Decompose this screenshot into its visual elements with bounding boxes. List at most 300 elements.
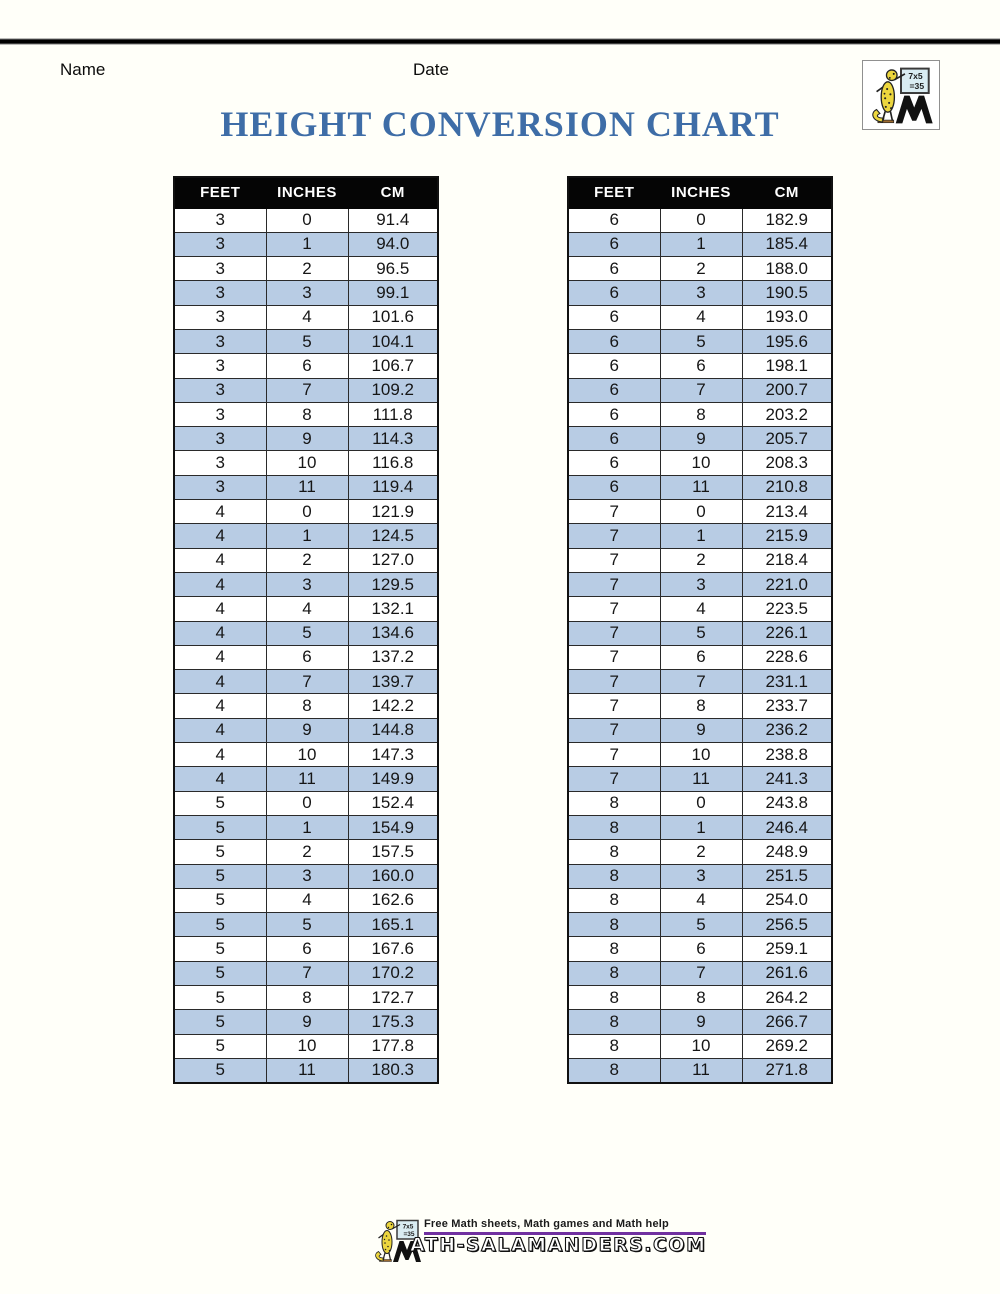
table-row <box>568 208 832 232</box>
table-row <box>568 378 832 402</box>
inches-cell: 11 <box>660 1058 742 1082</box>
cm-cell: 210.8 <box>742 475 832 499</box>
inches-cell: 8 <box>266 694 348 718</box>
cm-cell: 152.4 <box>348 791 438 815</box>
cm-cell: 116.8 <box>348 451 438 475</box>
feet-cell: 4 <box>174 767 266 791</box>
cm-cell: 208.3 <box>742 451 832 475</box>
page-title: HEIGHT CONVERSION CHART <box>220 104 780 144</box>
table-row <box>174 208 438 232</box>
cm-cell: 96.5 <box>348 257 438 281</box>
cm-cell: 190.5 <box>742 281 832 305</box>
inches-cell: 5 <box>660 913 742 937</box>
top-divider-rule <box>0 38 1000 45</box>
feet-cell: 3 <box>174 354 266 378</box>
inches-cell: 3 <box>660 281 742 305</box>
cm-cell: 200.7 <box>742 378 832 402</box>
cm-cell: 228.6 <box>742 645 832 669</box>
cm-cell: 157.5 <box>348 840 438 864</box>
inches-cell: 0 <box>660 500 742 524</box>
inches-cell: 6 <box>266 937 348 961</box>
table-row <box>174 767 438 791</box>
table-row <box>174 986 438 1010</box>
feet-cell: 4 <box>174 572 266 596</box>
table-row <box>174 524 438 548</box>
feet-cell: 4 <box>174 597 266 621</box>
table-row <box>568 621 832 645</box>
inches-cell: 5 <box>266 329 348 353</box>
feet-cell: 5 <box>174 864 266 888</box>
table-row <box>174 1034 438 1058</box>
inches-cell: 2 <box>660 548 742 572</box>
inches-cell: 9 <box>266 1010 348 1034</box>
inches-cell: 2 <box>660 840 742 864</box>
cm-cell: 119.4 <box>348 475 438 499</box>
cm-cell: 147.3 <box>348 743 438 767</box>
table-row <box>174 329 438 353</box>
cm-cell: 94.0 <box>348 232 438 256</box>
cm-cell: 121.9 <box>348 500 438 524</box>
inches-cell: 0 <box>266 500 348 524</box>
feet-cell: 7 <box>568 694 660 718</box>
table-row <box>174 621 438 645</box>
feet-cell: 3 <box>174 378 266 402</box>
feet-cell: 6 <box>568 427 660 451</box>
table-row <box>174 718 438 742</box>
inches-cell: 9 <box>266 718 348 742</box>
cm-cell: 248.9 <box>742 840 832 864</box>
table-row <box>174 378 438 402</box>
inches-cell: 3 <box>660 864 742 888</box>
feet-cell: 3 <box>174 475 266 499</box>
inches-cell: 10 <box>660 743 742 767</box>
feet-cell: 7 <box>568 743 660 767</box>
cm-cell: 256.5 <box>742 913 832 937</box>
feet-cell: 3 <box>174 208 266 232</box>
feet-cell: 8 <box>568 791 660 815</box>
inches-cell: 7 <box>660 670 742 694</box>
inches-cell: 10 <box>266 451 348 475</box>
table-row <box>174 888 438 912</box>
table-row <box>174 1058 438 1082</box>
inches-cell: 2 <box>266 840 348 864</box>
cm-cell: 99.1 <box>348 281 438 305</box>
inches-cell: 6 <box>266 645 348 669</box>
cm-cell: 172.7 <box>348 986 438 1010</box>
cm-cell: 259.1 <box>742 937 832 961</box>
feet-cell: 8 <box>568 815 660 839</box>
feet-cell: 5 <box>174 913 266 937</box>
feet-cell: 7 <box>568 621 660 645</box>
table-row <box>174 597 438 621</box>
inches-cell: 1 <box>266 232 348 256</box>
table-row <box>568 840 832 864</box>
inches-cell: 6 <box>660 354 742 378</box>
inches-cell: 7 <box>660 961 742 985</box>
feet-cell: 6 <box>568 232 660 256</box>
table-row <box>568 767 832 791</box>
inches-cell: 3 <box>266 864 348 888</box>
table-body-right <box>568 208 832 1083</box>
cm-cell: 218.4 <box>742 548 832 572</box>
footer-site-text: ATH-SALAMANDERS.COM <box>410 1234 707 1256</box>
cm-header: CM <box>348 177 438 208</box>
inches-cell: 1 <box>660 524 742 548</box>
feet-cell: 7 <box>568 597 660 621</box>
table-row <box>568 670 832 694</box>
feet-cell: 4 <box>174 694 266 718</box>
cm-cell: 142.2 <box>348 694 438 718</box>
inches-cell: 9 <box>660 718 742 742</box>
feet-cell: 5 <box>174 1010 266 1034</box>
feet-cell: 6 <box>568 402 660 426</box>
cm-cell: 91.4 <box>348 208 438 232</box>
cm-cell: 182.9 <box>742 208 832 232</box>
feet-cell: 4 <box>174 718 266 742</box>
conversion-table-left <box>173 176 439 1084</box>
inches-cell: 0 <box>266 791 348 815</box>
cm-cell: 231.1 <box>742 670 832 694</box>
cm-cell: 104.1 <box>348 329 438 353</box>
feet-cell: 8 <box>568 986 660 1010</box>
feet-cell: 8 <box>568 864 660 888</box>
cm-cell: 129.5 <box>348 572 438 596</box>
feet-cell: 8 <box>568 840 660 864</box>
cm-cell: 261.6 <box>742 961 832 985</box>
table-row <box>568 329 832 353</box>
feet-cell: 7 <box>568 718 660 742</box>
feet-cell: 4 <box>174 548 266 572</box>
table-row <box>174 743 438 767</box>
table-row <box>174 815 438 839</box>
table-row <box>568 500 832 524</box>
inches-cell: 6 <box>266 354 348 378</box>
inches-cell: 10 <box>660 451 742 475</box>
cm-cell: 271.8 <box>742 1058 832 1082</box>
feet-cell: 3 <box>174 232 266 256</box>
table-row <box>174 305 438 329</box>
inches-cell: 2 <box>660 257 742 281</box>
date-label: Date <box>413 60 449 79</box>
inches-cell: 9 <box>660 427 742 451</box>
table-row <box>568 1034 832 1058</box>
table-row <box>568 645 832 669</box>
inches-cell: 10 <box>266 1034 348 1058</box>
inches-cell: 2 <box>266 548 348 572</box>
inches-cell: 7 <box>266 378 348 402</box>
inches-cell: 5 <box>660 621 742 645</box>
cm-cell: 251.5 <box>742 864 832 888</box>
table-row <box>174 572 438 596</box>
table-row <box>568 1058 832 1082</box>
table-row <box>174 451 438 475</box>
cm-cell: 246.4 <box>742 815 832 839</box>
cm-cell: 134.6 <box>348 621 438 645</box>
cm-cell: 165.1 <box>348 913 438 937</box>
table-row <box>568 597 832 621</box>
inches-cell: 5 <box>266 621 348 645</box>
feet-cell: 5 <box>174 815 266 839</box>
inches-cell: 2 <box>266 257 348 281</box>
cm-cell: 221.0 <box>742 572 832 596</box>
table-row <box>568 451 832 475</box>
inches-cell: 4 <box>660 305 742 329</box>
feet-cell: 4 <box>174 670 266 694</box>
cm-cell: 111.8 <box>348 402 438 426</box>
feet-cell: 3 <box>174 257 266 281</box>
table-row <box>174 694 438 718</box>
inches-cell: 11 <box>266 1058 348 1082</box>
feet-cell: 7 <box>568 767 660 791</box>
feet-cell: 4 <box>174 743 266 767</box>
table-row <box>568 232 832 256</box>
table-row <box>568 427 832 451</box>
table-row <box>174 791 438 815</box>
inches-cell: 4 <box>660 888 742 912</box>
cm-cell: 124.5 <box>348 524 438 548</box>
feet-cell: 7 <box>568 670 660 694</box>
cm-cell: 254.0 <box>742 888 832 912</box>
cm-cell: 213.4 <box>742 500 832 524</box>
cm-cell: 223.5 <box>742 597 832 621</box>
inches-cell: 9 <box>660 1010 742 1034</box>
inches-cell: 3 <box>660 572 742 596</box>
table-row <box>568 475 832 499</box>
table-row <box>568 257 832 281</box>
cm-cell: 238.8 <box>742 743 832 767</box>
table-row <box>568 694 832 718</box>
table-row <box>174 232 438 256</box>
inches-cell: 11 <box>266 475 348 499</box>
table-header-row <box>174 177 438 208</box>
table-row <box>174 840 438 864</box>
inches-cell: 4 <box>266 597 348 621</box>
table-row <box>174 402 438 426</box>
table-row <box>174 427 438 451</box>
inches-header: INCHES <box>660 177 742 208</box>
inches-cell: 8 <box>660 694 742 718</box>
inches-cell: 5 <box>266 913 348 937</box>
feet-cell: 8 <box>568 961 660 985</box>
cm-cell: 195.6 <box>742 329 832 353</box>
inches-cell: 0 <box>660 208 742 232</box>
feet-cell: 7 <box>568 572 660 596</box>
cm-cell: 114.3 <box>348 427 438 451</box>
feet-header: FEET <box>174 177 266 208</box>
inches-header: INCHES <box>266 177 348 208</box>
conversion-table-right <box>567 176 833 1084</box>
feet-cell: 6 <box>568 257 660 281</box>
table-row <box>568 986 832 1010</box>
cm-cell: 188.0 <box>742 257 832 281</box>
feet-cell: 5 <box>174 1058 266 1082</box>
feet-cell: 7 <box>568 524 660 548</box>
cm-cell: 269.2 <box>742 1034 832 1058</box>
table-row <box>568 961 832 985</box>
cm-cell: 175.3 <box>348 1010 438 1034</box>
cm-cell: 205.7 <box>742 427 832 451</box>
table-row <box>174 548 438 572</box>
feet-header: FEET <box>568 177 660 208</box>
table-row <box>568 305 832 329</box>
feet-cell: 3 <box>174 427 266 451</box>
feet-cell: 8 <box>568 913 660 937</box>
cm-cell: 198.1 <box>742 354 832 378</box>
inches-cell: 8 <box>266 986 348 1010</box>
cm-cell: 154.9 <box>348 815 438 839</box>
inches-cell: 4 <box>660 597 742 621</box>
inches-cell: 4 <box>266 305 348 329</box>
table-row <box>174 937 438 961</box>
cm-cell: 266.7 <box>742 1010 832 1034</box>
feet-cell: 4 <box>174 500 266 524</box>
feet-cell: 3 <box>174 402 266 426</box>
cm-cell: 162.6 <box>348 888 438 912</box>
inches-cell: 4 <box>266 888 348 912</box>
footer-site-name <box>410 1236 706 1255</box>
table-row <box>568 743 832 767</box>
feet-cell: 8 <box>568 937 660 961</box>
inches-cell: 1 <box>660 815 742 839</box>
feet-cell: 6 <box>568 451 660 475</box>
inches-cell: 7 <box>660 378 742 402</box>
inches-cell: 9 <box>266 427 348 451</box>
inches-cell: 8 <box>660 986 742 1010</box>
inches-cell: 3 <box>266 572 348 596</box>
inches-cell: 10 <box>266 743 348 767</box>
table-row <box>568 791 832 815</box>
inches-cell: 8 <box>266 402 348 426</box>
feet-cell: 8 <box>568 1010 660 1034</box>
inches-cell: 0 <box>660 791 742 815</box>
feet-cell: 3 <box>174 305 266 329</box>
table-row <box>568 354 832 378</box>
table-row <box>174 500 438 524</box>
table-row <box>568 1010 832 1034</box>
feet-cell: 4 <box>174 645 266 669</box>
cm-cell: 243.8 <box>742 791 832 815</box>
cm-cell: 215.9 <box>742 524 832 548</box>
inches-cell: 10 <box>660 1034 742 1058</box>
name-label: Name <box>60 60 106 79</box>
feet-cell: 6 <box>568 305 660 329</box>
feet-cell: 7 <box>568 500 660 524</box>
feet-cell: 6 <box>568 281 660 305</box>
feet-cell: 6 <box>568 378 660 402</box>
table-row <box>568 524 832 548</box>
inches-cell: 1 <box>266 815 348 839</box>
cm-header: CM <box>742 177 832 208</box>
cm-cell: 137.2 <box>348 645 438 669</box>
feet-cell: 6 <box>568 475 660 499</box>
cm-cell: 170.2 <box>348 961 438 985</box>
table-header-row <box>568 177 832 208</box>
inches-cell: 7 <box>266 670 348 694</box>
cm-cell: 203.2 <box>742 402 832 426</box>
table-row <box>174 354 438 378</box>
table-row <box>174 864 438 888</box>
cm-cell: 167.6 <box>348 937 438 961</box>
cm-cell: 127.0 <box>348 548 438 572</box>
feet-cell: 5 <box>174 888 266 912</box>
feet-cell: 8 <box>568 888 660 912</box>
feet-cell: 5 <box>174 1034 266 1058</box>
feet-cell: 6 <box>568 329 660 353</box>
table-row <box>568 864 832 888</box>
footer-branding <box>372 1218 706 1263</box>
cm-cell: 149.9 <box>348 767 438 791</box>
footer-tagline: Free Math sheets, Math games and Math help <box>424 1218 669 1230</box>
feet-cell: 6 <box>568 208 660 232</box>
feet-cell: 5 <box>174 840 266 864</box>
feet-cell: 5 <box>174 937 266 961</box>
table-row <box>568 572 832 596</box>
cm-cell: 144.8 <box>348 718 438 742</box>
inches-cell: 0 <box>266 208 348 232</box>
inches-cell: 5 <box>660 329 742 353</box>
feet-cell: 6 <box>568 354 660 378</box>
feet-cell: 7 <box>568 645 660 669</box>
table-row <box>174 281 438 305</box>
cm-cell: 101.6 <box>348 305 438 329</box>
table-row <box>174 670 438 694</box>
cm-cell: 241.3 <box>742 767 832 791</box>
inches-cell: 1 <box>266 524 348 548</box>
table-row <box>568 548 832 572</box>
table-body-left <box>174 208 438 1083</box>
cm-cell: 185.4 <box>742 232 832 256</box>
inches-cell: 1 <box>660 232 742 256</box>
feet-cell: 8 <box>568 1034 660 1058</box>
inches-cell: 11 <box>660 475 742 499</box>
table-row <box>568 937 832 961</box>
inches-cell: 7 <box>266 961 348 985</box>
cm-cell: 139.7 <box>348 670 438 694</box>
inches-cell: 6 <box>660 937 742 961</box>
table-row <box>568 815 832 839</box>
inches-cell: 11 <box>660 767 742 791</box>
cm-cell: 236.2 <box>742 718 832 742</box>
feet-cell: 8 <box>568 1058 660 1082</box>
inches-cell: 11 <box>266 767 348 791</box>
feet-cell: 4 <box>174 524 266 548</box>
table-row <box>568 281 832 305</box>
table-row <box>174 475 438 499</box>
table-row <box>568 888 832 912</box>
inches-cell: 3 <box>266 281 348 305</box>
table-row <box>174 1010 438 1034</box>
cm-cell: 180.3 <box>348 1058 438 1082</box>
table-row <box>568 402 832 426</box>
cm-cell: 226.1 <box>742 621 832 645</box>
inches-cell: 6 <box>660 645 742 669</box>
table-row <box>174 257 438 281</box>
table-row <box>568 718 832 742</box>
table-row <box>568 913 832 937</box>
feet-cell: 7 <box>568 548 660 572</box>
feet-cell: 5 <box>174 961 266 985</box>
table-row <box>174 913 438 937</box>
cm-cell: 160.0 <box>348 864 438 888</box>
cm-cell: 264.2 <box>742 986 832 1010</box>
table-row <box>174 961 438 985</box>
feet-cell: 5 <box>174 986 266 1010</box>
feet-cell: 4 <box>174 621 266 645</box>
cm-cell: 233.7 <box>742 694 832 718</box>
cm-cell: 177.8 <box>348 1034 438 1058</box>
feet-cell: 3 <box>174 329 266 353</box>
feet-cell: 3 <box>174 281 266 305</box>
